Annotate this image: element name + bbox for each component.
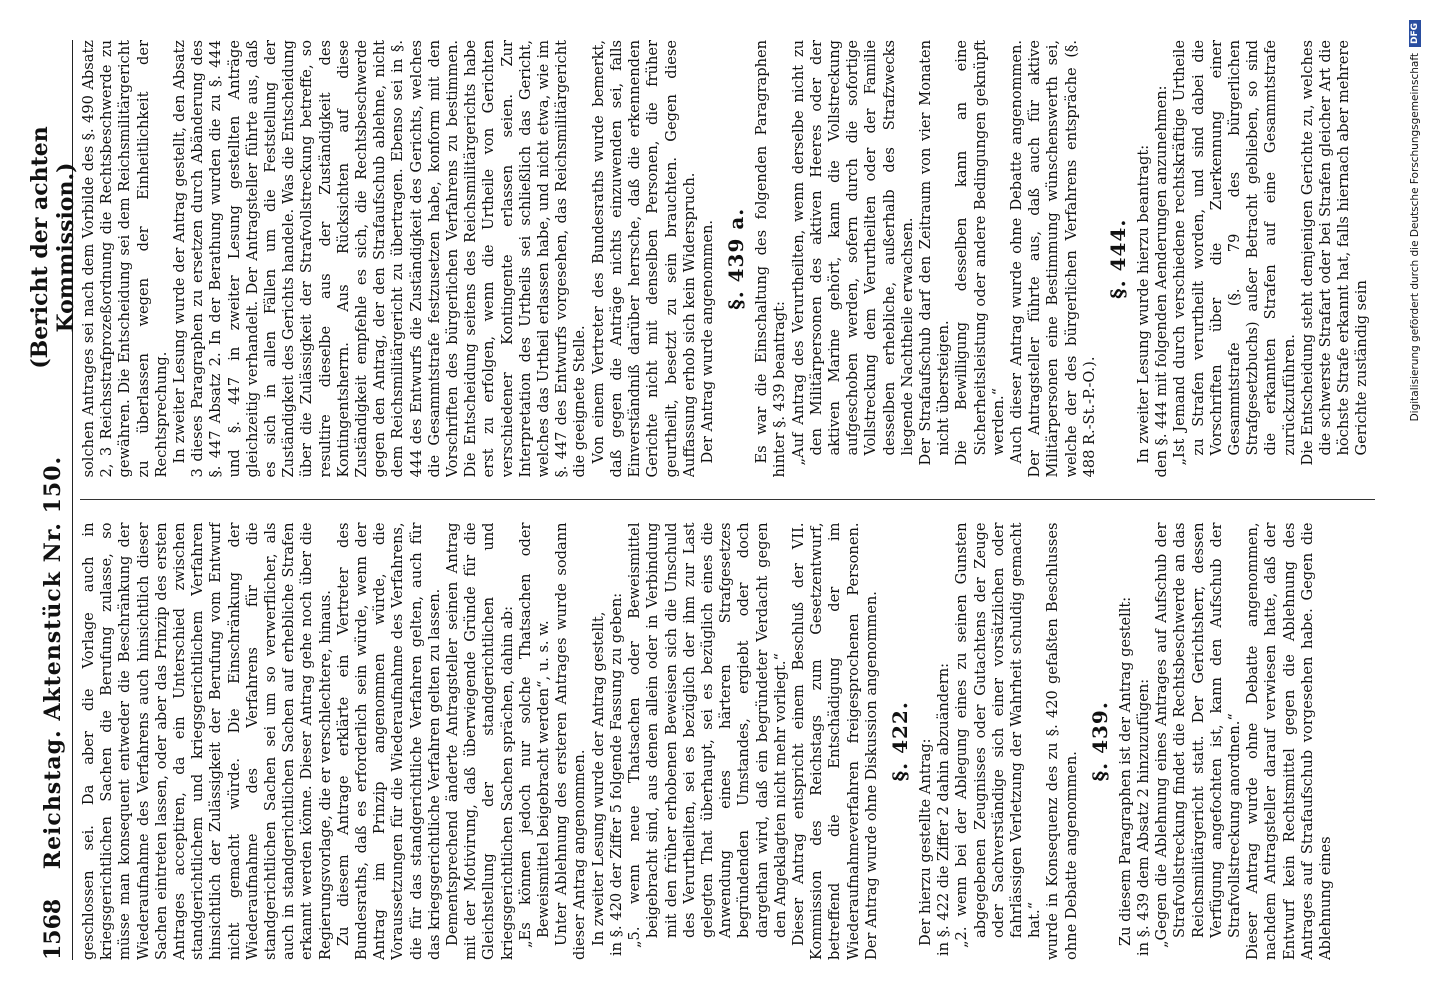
paragraph: Zu diesem Antrage erklärte ein Vertreter des Bundesraths, daß es erforderlich sein würde, wenn der Antrag im Prinzip angenommen würde, die Voraussetzungen für die Wiederaufnahme des Verfahrens, die für das standgerichtliche Verfahren gelten, auch für das kriegsgerichtliche Verfahren gelten zu lassen. [334, 522, 443, 960]
section-heading-439a: §. 439 a. [724, 207, 749, 310]
paragraph: In zweiter Lesung wurde der Antrag gestellt, den Absatz 3 dieses Paragraphen zu ersetzen durch Abänderung des §. 447 Absatz 2. In der Berathung wurden die zu §. 444 und §. 447 in zweiter Lesung gestellten Anträge gleichzeitig verhandelt. Der Antragsteller führte aus, daß es sich in allen Fällen um die Feststellung der Zuständigkeit des Gerichts handele. Was die Entscheidung über die Zulässigkeit der Strafvollstreckung betreffe, so resultire dieselbe aus der Zuständigkeit des Kontingentsherrn. Aus Rücksichten auf diese Zuständigkeit empfehle es sich, die Rechtsbeschwerde gegen den Antrag, der den Strafaufschub ablehne, nicht dem Reichsmilitärgericht zu übertragen. Ebenso sei in §. 444 des Entwurfs die Zuständigkeit des Gerichts, welches die Gesammtstrafe festzusetzen habe, konform mit den Vorschriften des bürgerlichen Verfahrens zu bestimmen. Die Entscheidung seitens des Reichsmilitärgerichts habe erst zu erfolgen, wenn die Urtheile von Gerichten verschiedener Kontingente erlassen seien. Zur Interpretation des Urtheils sei schließlich das Gericht, welches das Urtheil erlassen habe, und nicht etwa, wie im §. 447 des Entwurfs vorgesehen, das Reichsmilitärgericht die geeignete Stelle. [171, 40, 589, 478]
paragraph: In zweiter Lesung wurde der Antrag gestellt, [589, 611, 607, 946]
paragraph: den §. 444 mit folgenden Aenderungen anzunehmen: [1153, 85, 1171, 478]
paragraph: Unter Ablehnung des ersteren Antrages wurde sodann dieser Antrag angenommen. [553, 522, 589, 960]
paragraph: in §. 439 dem Absatz 2 hinzuzufügen: [1134, 678, 1152, 956]
paragraph: in §. 420 der Ziffer 5 folgende Fassung zu geben: [607, 592, 625, 956]
quoted-amendment: „5. wenn neue Thatsachen oder Beweismittel beigebracht sind, aus denen allein oder in Verbindung mit den früher erhobenen Beweisen sich die Unschuld des Verurtheilten, sei es bezüglich der ihm zur Last gelegten That überhaupt, sei es bezüglich eines die Anwendung eines härteren Strafgesetzes begründenden Umstandes, ergiebt oder doch dargethan wird, daß ein begründeter Verdacht gegen den Angeklagten nicht mehr vorliegt.“ [626, 522, 789, 948]
paragraph: wurde in Konsequenz des zu §. 420 gefaßten Beschlusses ohne Debatte angenommen. [1044, 522, 1080, 960]
paragraph: Der Antrag wurde angenommen. [698, 219, 716, 464]
paragraph: Es war die Einschaltung des folgenden Paragraphen hinter §. 439 beantragt: [753, 40, 789, 478]
paragraph: Auch dieser Antrag wurde ohne Debatte angenommen. Der Antragsteller führte aus, daß auch für aktive Militärpersonen eine Bestimmung wünschenswerth sei, welche der des bürgerlichen Verfahrens entspräche (§. 488 R.-St.-P.-O.). [1007, 40, 1098, 478]
quoted-amendment: „Es können jedoch nur solche Thatsachen oder Beweismittel beigebracht werden“, u. s. w. [516, 522, 553, 948]
page-number: 1568 [40, 898, 66, 960]
quoted-amendment: „Auf Antrag des Verurtheilten, wenn derselbe nicht zu den Militärpersonen des aktiven Heeres oder der aktiven Marine gehört, kann die Vollstreckung aufgeschoben werden, sofern durch die sofortige Vollstreckung dem Verurtheilten oder der Familie desselben erhebliche, außerhalb des Strafzwecks liegende Nachtheile erwachsen. [789, 40, 916, 466]
paragraph: in §. 422 die Ziffer 2 dahin abzuändern: [935, 662, 953, 956]
section-heading-422: §. 422. [887, 701, 912, 782]
section-heading-439: §. 439. [1087, 701, 1112, 782]
paragraph: Zu diesem Paragraphen ist der Antrag gestellt: [1116, 596, 1134, 946]
running-title-left: Reichstag. Aktenstück Nr. 150. [40, 455, 66, 870]
paragraph: solchen Antrages sei nach dem Vorbilde des §. 490 Absatz 2, 3 Reichsstrafprozeßordnung die Rechtsbeschwerde zu gewähren. Die Entscheidung sei dem Reichsmilitärgericht zu überlassen wegen der Einheitlichkeit der Rechtsprechung. [80, 40, 170, 478]
quoted-amendment: Die Entscheidung steht demjenigen Gerichte zu, welches die schwerste Strafart oder bei Strafen gleicher Art die höchste Strafe erkannt hat, falls hiernach aber mehrere Gerichte zuständig sein [1298, 40, 1371, 466]
left-column [80, 523, 1375, 961]
digitization-credit [1395, 0, 1434, 1000]
paragraph: Dieser Antrag wurde ohne Debatte angenommen, nachdem Antragsteller darauf verwiesen hatte, daß der Entwurf kein Rechtsmittel gegen die Ablehnung des Antrages auf Strafaufschub vorgesehen habe. Gegen die Ablehnung eines [1244, 522, 1334, 960]
quoted-amendment: Die Bewilligung desselben kann an eine Sicherheitsleistung oder andere Bedingungen geknüpft werden.“ [953, 40, 1007, 466]
dfg-logo: DFG [1409, 20, 1421, 47]
paragraph: Dieser Antrag entspricht einem Beschluß der VII. Kommission des Reichstags zum Gesetzentwurf, betreffend die Entschädigung der im Wiederaufnahmeverfahren freigesprochenen Personen. Der Antrag wurde ohne Diskussion angenommen. [789, 522, 880, 960]
paragraph: In zweiter Lesung wurde hierzu beantragt: [1134, 144, 1152, 464]
right-column [80, 40, 1375, 478]
text-columns [80, 40, 1375, 960]
quoted-amendment: „Ist Jemand durch verschiedene rechtskräftige Urtheile zu Strafen verurtheilt worden, und sind dabei die Vorschriften über die Zuerkennung einer Gesammtstrafe (§. 79 des bürgerlichen Strafgesetzbuchs) außer Betracht geblieben, so sind die erkannten Strafen auf eine Gesammtstrafe zurückzuführen. [1171, 40, 1298, 466]
page-header [27, 40, 79, 960]
paragraph: Von einem Vertreter des Bundesraths wurde bemerkt, daß gegen die Anträge nichts einzuwenden sei, falls Einverständniß darüber herrsche, daß die erkennenden Gerichte nicht mit denselben Personen, die früher geurtheilt, besetzt zu sein brauchten. Gegen diese Auffassung erhob sich kein Widerspruch. [589, 40, 698, 478]
paragraph: Dementsprechend änderte Antragsteller seinen Antrag mit der Motivirung, daß überwiegende Gründe für die Gleichstellung der standgerichtlichen und kriegsgerichtlichen Sachen sprächen, dahin ab: [444, 522, 516, 960]
quoted-amendment: Der Strafaufschub darf den Zeitraum von vier Monaten nicht übersteigen. [916, 40, 953, 466]
quoted-amendment: „Gegen die Ablehnung eines Antrages auf Aufschub der Strafvollstreckung findet die Rechtsbeschwerde an das Reichsmilitärgericht statt. Der Gerichtsherr, dessen Verfügung angefochten ist, kann den Aufschub der Strafvollstreckung anordnen.“ [1153, 522, 1243, 948]
quoted-amendment: „2. wenn bei der Ablegung eines zu seinen Gunsten abgegebenen Zeugnisses oder Gutachtens der Zeuge oder Sachverständige sich einer vorsätzlichen oder fahrlässigen Verletzung der Wahrheit schuldig gemacht hat.“ [953, 522, 1044, 948]
column-divider [80, 500, 1375, 501]
paragraph: geschlossen sei. Da aber die Vorlage auch in kriegsgerichtlichen Sachen die Berufung zulasse, so müsse man konsequent entweder die Beschränkung der Wiederaufnahme des Verfahrens auch hinsichtlich dieser Sachen eintreten lassen, oder aber das Prinzip des ersten Antrages acceptiren, da ein Unterschied zwischen standgerichtlichem und kriegsgerichtlichem Verfahren hinsichtlich der Zulässigkeit der Berufung vom Entwurf nicht gemacht würde. Die Einschränkung der Wiederaufnahme des Verfahrens für die standgerichtlichen Sachen sei um so verwerflicher, als auch in standgerichtlichen Sachen auf erhebliche Strafen erkannt werden könne. Dieser Antrag gehe noch über die Regierungsvorlage, die er verschlechtere, hinaus. [80, 522, 334, 960]
section-heading-444: §. 444. [1105, 218, 1130, 299]
running-title-right: (Bericht der achten Kommission.) [27, 126, 79, 369]
paragraph: Der hierzu gestellte Antrag: [916, 738, 934, 946]
credit-text: Digitalisierung gefördert durch die Deutsche Forschungsgemeinschaft [1408, 53, 1421, 422]
